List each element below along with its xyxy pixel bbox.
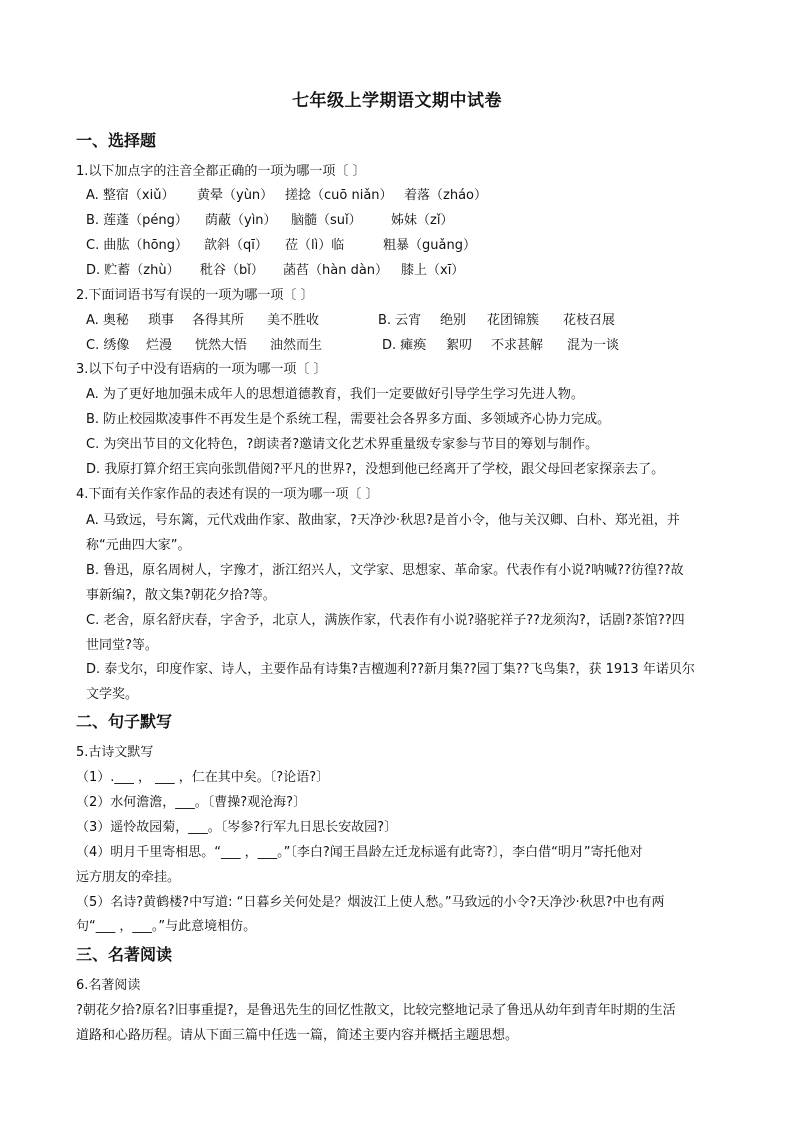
question-3-option-d: D. 我原打算介绍王宾向张凯借阅?平凡的世界?，没想到他已经离开了学校，跟父母回老家探亲去了。 (86, 462, 665, 477)
option-term: 美不胜收 (267, 313, 320, 328)
option-term: 油然而生 (270, 338, 323, 353)
question-2-stem: 2.下面词语书写有误的一项为哪一项〔 〕 (76, 288, 314, 303)
option-term: 恍然大悟 (195, 338, 248, 353)
question-4-option-a-cont: 称“元曲四大家”。 (86, 538, 191, 553)
option-term: 粗暴（guǎng） (383, 238, 476, 253)
option-term: 混为一谈 (567, 338, 620, 353)
question-5-item-1: （1）.___ ， ___ ，仁在其中矣。〔?论语?〕 (76, 770, 330, 785)
question-6-paragraph: ?朝花夕拾?原名?旧事重提?，是鲁迅先生的回忆性散文，比较完整地记录了鲁迅从幼年到青年时期的生活 (76, 1003, 676, 1018)
option-term: 荫蔽（yìn） (205, 213, 277, 228)
question-4-option-b: B. 鲁迅，原名周树人，字豫才，浙江绍兴人，文学家、思想家、革命家。代表作有小说?呐喊??彷徨??故 (86, 563, 684, 578)
section-heading-choice: 一、选择题 (76, 131, 157, 150)
option-term: 絮叨 (446, 338, 473, 353)
question-3-option-a: A. 为了更好地加强未成年人的思想道德教育，我们一定要做好引导学生学习先进人物。 (86, 387, 584, 402)
question-4-option-c-cont: 世同堂?等。 (86, 638, 158, 653)
question-3-option-c: C. 为突出节目的文化特色，?朗读者?邀请文化艺术界重量级专家参与节目的筹划与制作。 (86, 437, 599, 452)
question-5-item-5-cont: 句“___ ，___。”与此意境相仿。 (76, 919, 257, 934)
option-term: 黄晕（yùn） (197, 188, 274, 203)
question-5-item-5: （5）名诗?黄鹤楼?中写道: “日暮乡关何处是？烟波江上使人愁。”马致远的小令?天净沙·秋思?中也有两 (76, 895, 665, 910)
option-term: 膝上（xī） (401, 263, 465, 278)
option-term: 绝别 (440, 313, 467, 328)
option-term: D. 瘫痪 (382, 338, 427, 353)
option-term: A. 奥秘 (86, 313, 129, 328)
question-3-option-b: B. 防止校园欺凌事件不再发生是个系统工程，需要社会各界多方面、多领域齐心协力完成。 (86, 412, 611, 427)
option-term: 花团锦簇 (487, 313, 540, 328)
option-term: 各得其所 (192, 313, 245, 328)
question-5-stem: 5.古诗文默写 (76, 745, 154, 760)
option-term: 搓捻（cuō niǎn） (285, 188, 393, 203)
option-term: 姊妹（zǐ） (391, 213, 454, 228)
option-term: 花枝召展 (563, 313, 616, 328)
question-4-option-a: A. 马致远，号东篱，元代戏曲作家、散曲家，?天净沙·秋思?是首小令，他与关汉卿、白朴、郑光祖，并 (86, 513, 680, 528)
question-5-item-4-cont: 远方朋友的牵挂。 (76, 870, 181, 885)
question-3-stem: 3.以下句子中没有语病的一项为哪一项〔 〕 (76, 362, 327, 377)
option-term: A. 整宿（xiǔ） (86, 188, 175, 203)
option-term: C. 绣像 (86, 338, 130, 353)
option-term: B. 莲蓬（péng） (86, 213, 188, 228)
question-6-paragraph-cont: 道路和心路历程。请从下面三篇中任选一篇，简述主要内容并概括主题思想。 (76, 1028, 519, 1043)
option-term: 菡萏（hàn dàn） (283, 263, 389, 278)
question-4-stem: 4.下面有关作家作品的表述有误的一项为哪一项〔 〕 (76, 487, 379, 502)
question-6-stem: 6.名著阅读 (76, 978, 141, 993)
option-term: 琐事 (148, 313, 175, 328)
question-4-option-d-cont: 文学奖。 (86, 687, 139, 702)
option-term: C. 曲肱（hōng） (86, 238, 189, 253)
option-term: 烂漫 (146, 338, 173, 353)
section-heading-classics: 三、名著阅读 (76, 945, 173, 964)
question-4-option-c: C. 老舍，原名舒庆春，字舍予，北京人，满族作家，代表作有小说?骆驼祥子??龙须沟?，话剧?茶馆??四 (86, 613, 685, 628)
option-term: 不求甚解 (491, 338, 544, 353)
question-5-item-4: （4）明月千里寄相思。“___ ，___。”〔李白?闻王昌龄左迁龙标遥有此寄?〕，李白借“明月”寄托他对 (76, 845, 643, 860)
question-5-item-2: （2）水何澹澹，___。〔曹操?观沧海?〕 (76, 795, 307, 810)
option-term: 歆斜（qī） (204, 238, 268, 253)
option-term: B. 云宵 (378, 313, 422, 328)
option-term: 脑髓（suǐ） (291, 213, 362, 228)
section-heading-dictation: 二、句子默写 (76, 712, 173, 731)
question-1-stem: 1.以下加点字的注音全都正确的一项为哪一项〔 〕 (76, 164, 366, 179)
question-4-option-b-cont: 事新编?，散文集?朝花夕拾?等。 (86, 588, 276, 603)
option-term: 秕谷（bǐ） (200, 263, 264, 278)
option-term: 莅（lì）临 (285, 238, 345, 253)
question-5-item-3: （3）遥怜故园菊，___。〔岑参?行军九日思长安故园?〕 (76, 820, 398, 835)
option-term: 着落（zháo） (404, 188, 487, 203)
page-title: 七年级上学期语文期中试卷 (292, 91, 502, 111)
option-term: D. 贮蓄（zhù） (86, 263, 180, 278)
question-4-option-d: D. 泰戈尔，印度作家、诗人，主要作品有诗集?吉檀迦利??新月集??园丁集??飞鸟集?，获 1913 年诺贝尔 (86, 662, 695, 677)
